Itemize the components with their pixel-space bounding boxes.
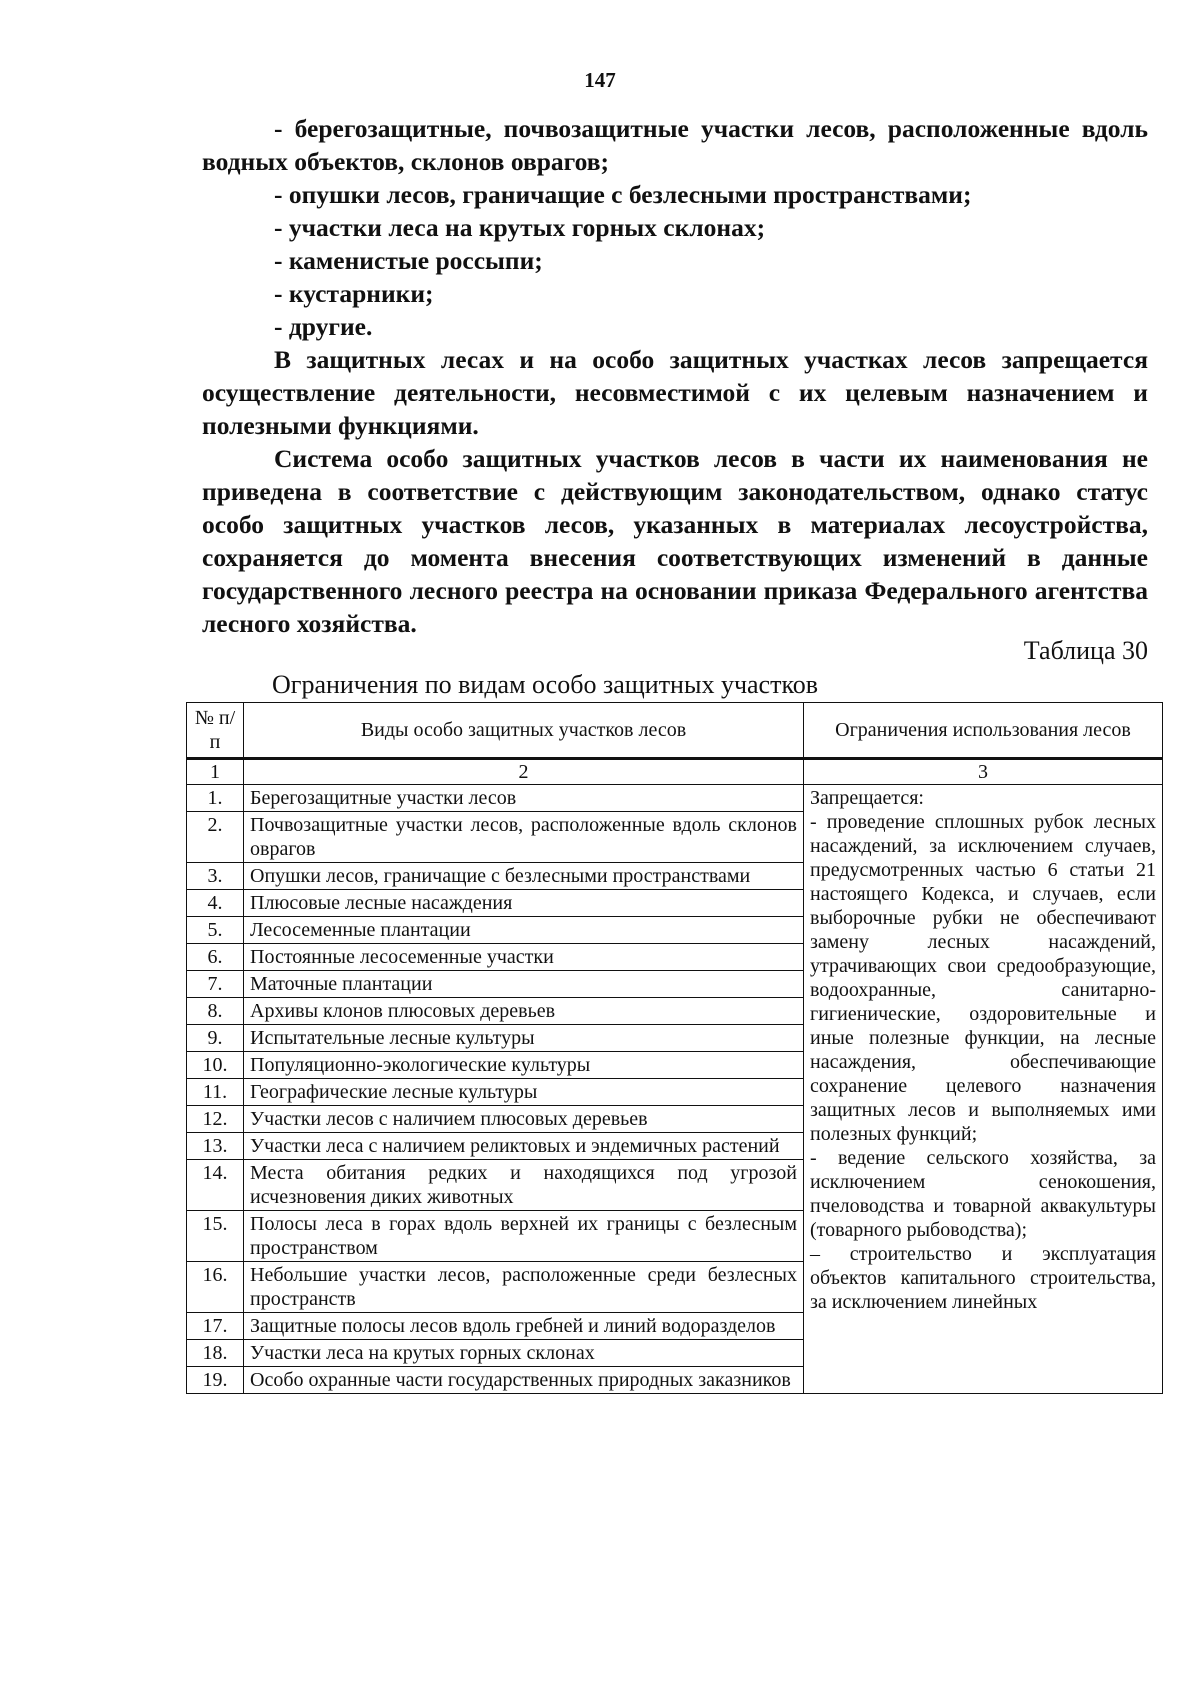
row-num: 1. [187, 785, 244, 812]
column-number-row [187, 759, 1163, 785]
table-label: Таблица 30 [1023, 636, 1148, 665]
restrictions-table [186, 702, 1163, 1394]
row-kind: Маточные плантации [244, 971, 804, 998]
table-header-row [187, 703, 1163, 759]
row-num: 14. [187, 1160, 244, 1211]
column-number: 2 [244, 759, 804, 785]
header-kind: Виды особо защитных участков лесов [244, 703, 804, 759]
row-num: 17. [187, 1313, 244, 1340]
bullet-item: - опушки лесов, граничащие с безлесными пространствами; [274, 180, 972, 209]
row-num: 8. [187, 998, 244, 1025]
row-num: 3. [187, 863, 244, 890]
row-num: 9. [187, 1025, 244, 1052]
paragraph: В защитных лесах и на особо защитных участках лесов запрещается осуществление деятельности, несовместимой с их целевым назначением и полезными функциями. [202, 345, 1148, 440]
row-num: 10. [187, 1052, 244, 1079]
restriction-clause: - проведение сплошных рубок лесных насаждений, за исключением случаев, предусмотренных частью 6 статьи 21 настоящего Кодекса, и случаев, если выборочные рубки не обеспечивают замену лесных насаждений, утрачивающих свои средообразующие, водоохранные, санитарно-гигиенические, оздоровительные и иные полезные функции, на лесные насаждения, обеспечивающие сохранение целевого назначения защитных лесов и выполняемых ими полезных функций; [810, 811, 1156, 1145]
table-row [187, 785, 1163, 812]
row-kind: Особо охранные части государственных природных заказников [244, 1367, 804, 1394]
restriction-clause: – строительство и эксплуатация объектов капитального строительства, за исключением линейных [810, 1243, 1156, 1313]
table-title: Ограничения по видам особо защитных участков [272, 670, 819, 699]
column-number: 1 [187, 759, 244, 785]
row-num: 18. [187, 1340, 244, 1367]
header-num: № п/п [187, 703, 244, 759]
row-num: 6. [187, 944, 244, 971]
row-kind: Плюсовые лесные насаждения [244, 890, 804, 917]
row-kind: Небольшие участки лесов, расположенные среди безлесных пространств [244, 1262, 804, 1313]
row-kind: Участки лесов с наличием плюсовых деревьев [244, 1106, 804, 1133]
row-kind: Полосы леса в горах вдоль верхней их границы с безлесным пространством [244, 1211, 804, 1262]
row-num: 19. [187, 1367, 244, 1394]
row-num: 2. [187, 812, 244, 863]
row-kind: Постоянные лесосеменные участки [244, 944, 804, 971]
row-kind: Участки леса с наличием реликтовых и эндемичных растений [244, 1133, 804, 1160]
row-kind: Опушки лесов, граничащие с безлесными пространствами [244, 863, 804, 890]
row-kind: Защитные полосы лесов вдоль гребней и линий водоразделов [244, 1313, 804, 1340]
row-num: 5. [187, 917, 244, 944]
restriction-intro: Запрещается: [810, 787, 924, 809]
bullet-item: - берегозащитные, почвозащитные участки лесов, расположенные вдоль водных объектов, склонов оврагов; [202, 114, 1148, 176]
bullet-item: - участки леса на крутых горных склонах; [274, 213, 766, 242]
row-kind: Испытательные лесные культуры [244, 1025, 804, 1052]
row-num: 11. [187, 1079, 244, 1106]
row-kind: Географические лесные культуры [244, 1079, 804, 1106]
row-kind: Участки леса на крутых горных склонах [244, 1340, 804, 1367]
row-num: 4. [187, 890, 244, 917]
row-kind: Почвозащитные участки лесов, расположенные вдоль склонов оврагов [244, 812, 804, 863]
row-kind: Архивы клонов плюсовых деревьев [244, 998, 804, 1025]
restriction-cell [804, 785, 1163, 1394]
row-num: 12. [187, 1106, 244, 1133]
body-text [202, 112, 1148, 640]
bullet-item: - другие. [274, 312, 373, 341]
row-kind: Места обитания редких и находящихся под угрозой исчезновения диких животных [244, 1160, 804, 1211]
row-num: 13. [187, 1133, 244, 1160]
row-kind: Популяционно-экологические культуры [244, 1052, 804, 1079]
restriction-clause: - ведение сельского хозяйства, за исключением сенокошения, пчеловодства и товарной аквакультуры (товарного рыбоводства); [810, 1147, 1156, 1241]
bullet-item: - кустарники; [274, 279, 434, 308]
header-restriction: Ограничения использования лесов [804, 703, 1163, 759]
row-num: 7. [187, 971, 244, 998]
page-number: 147 [584, 68, 616, 92]
row-num: 15. [187, 1211, 244, 1262]
paragraph: Система особо защитных участков лесов в части их наименования не приведена в соответствие с действующим законодательством, однако статус особо защитных участков лесов, указанных в материалах лесоустройства, сохраняется до момента внесения соответствующих изменений в данные государственного лесного реестра на основании приказа Федерального агентства лесного хозяйства. [202, 444, 1148, 638]
row-kind: Лесосеменные плантации [244, 917, 804, 944]
bullet-item: - каменистые россыпи; [274, 246, 543, 275]
row-kind: Берегозащитные участки лесов [244, 785, 804, 812]
row-num: 16. [187, 1262, 244, 1313]
column-number: 3 [804, 759, 1163, 785]
